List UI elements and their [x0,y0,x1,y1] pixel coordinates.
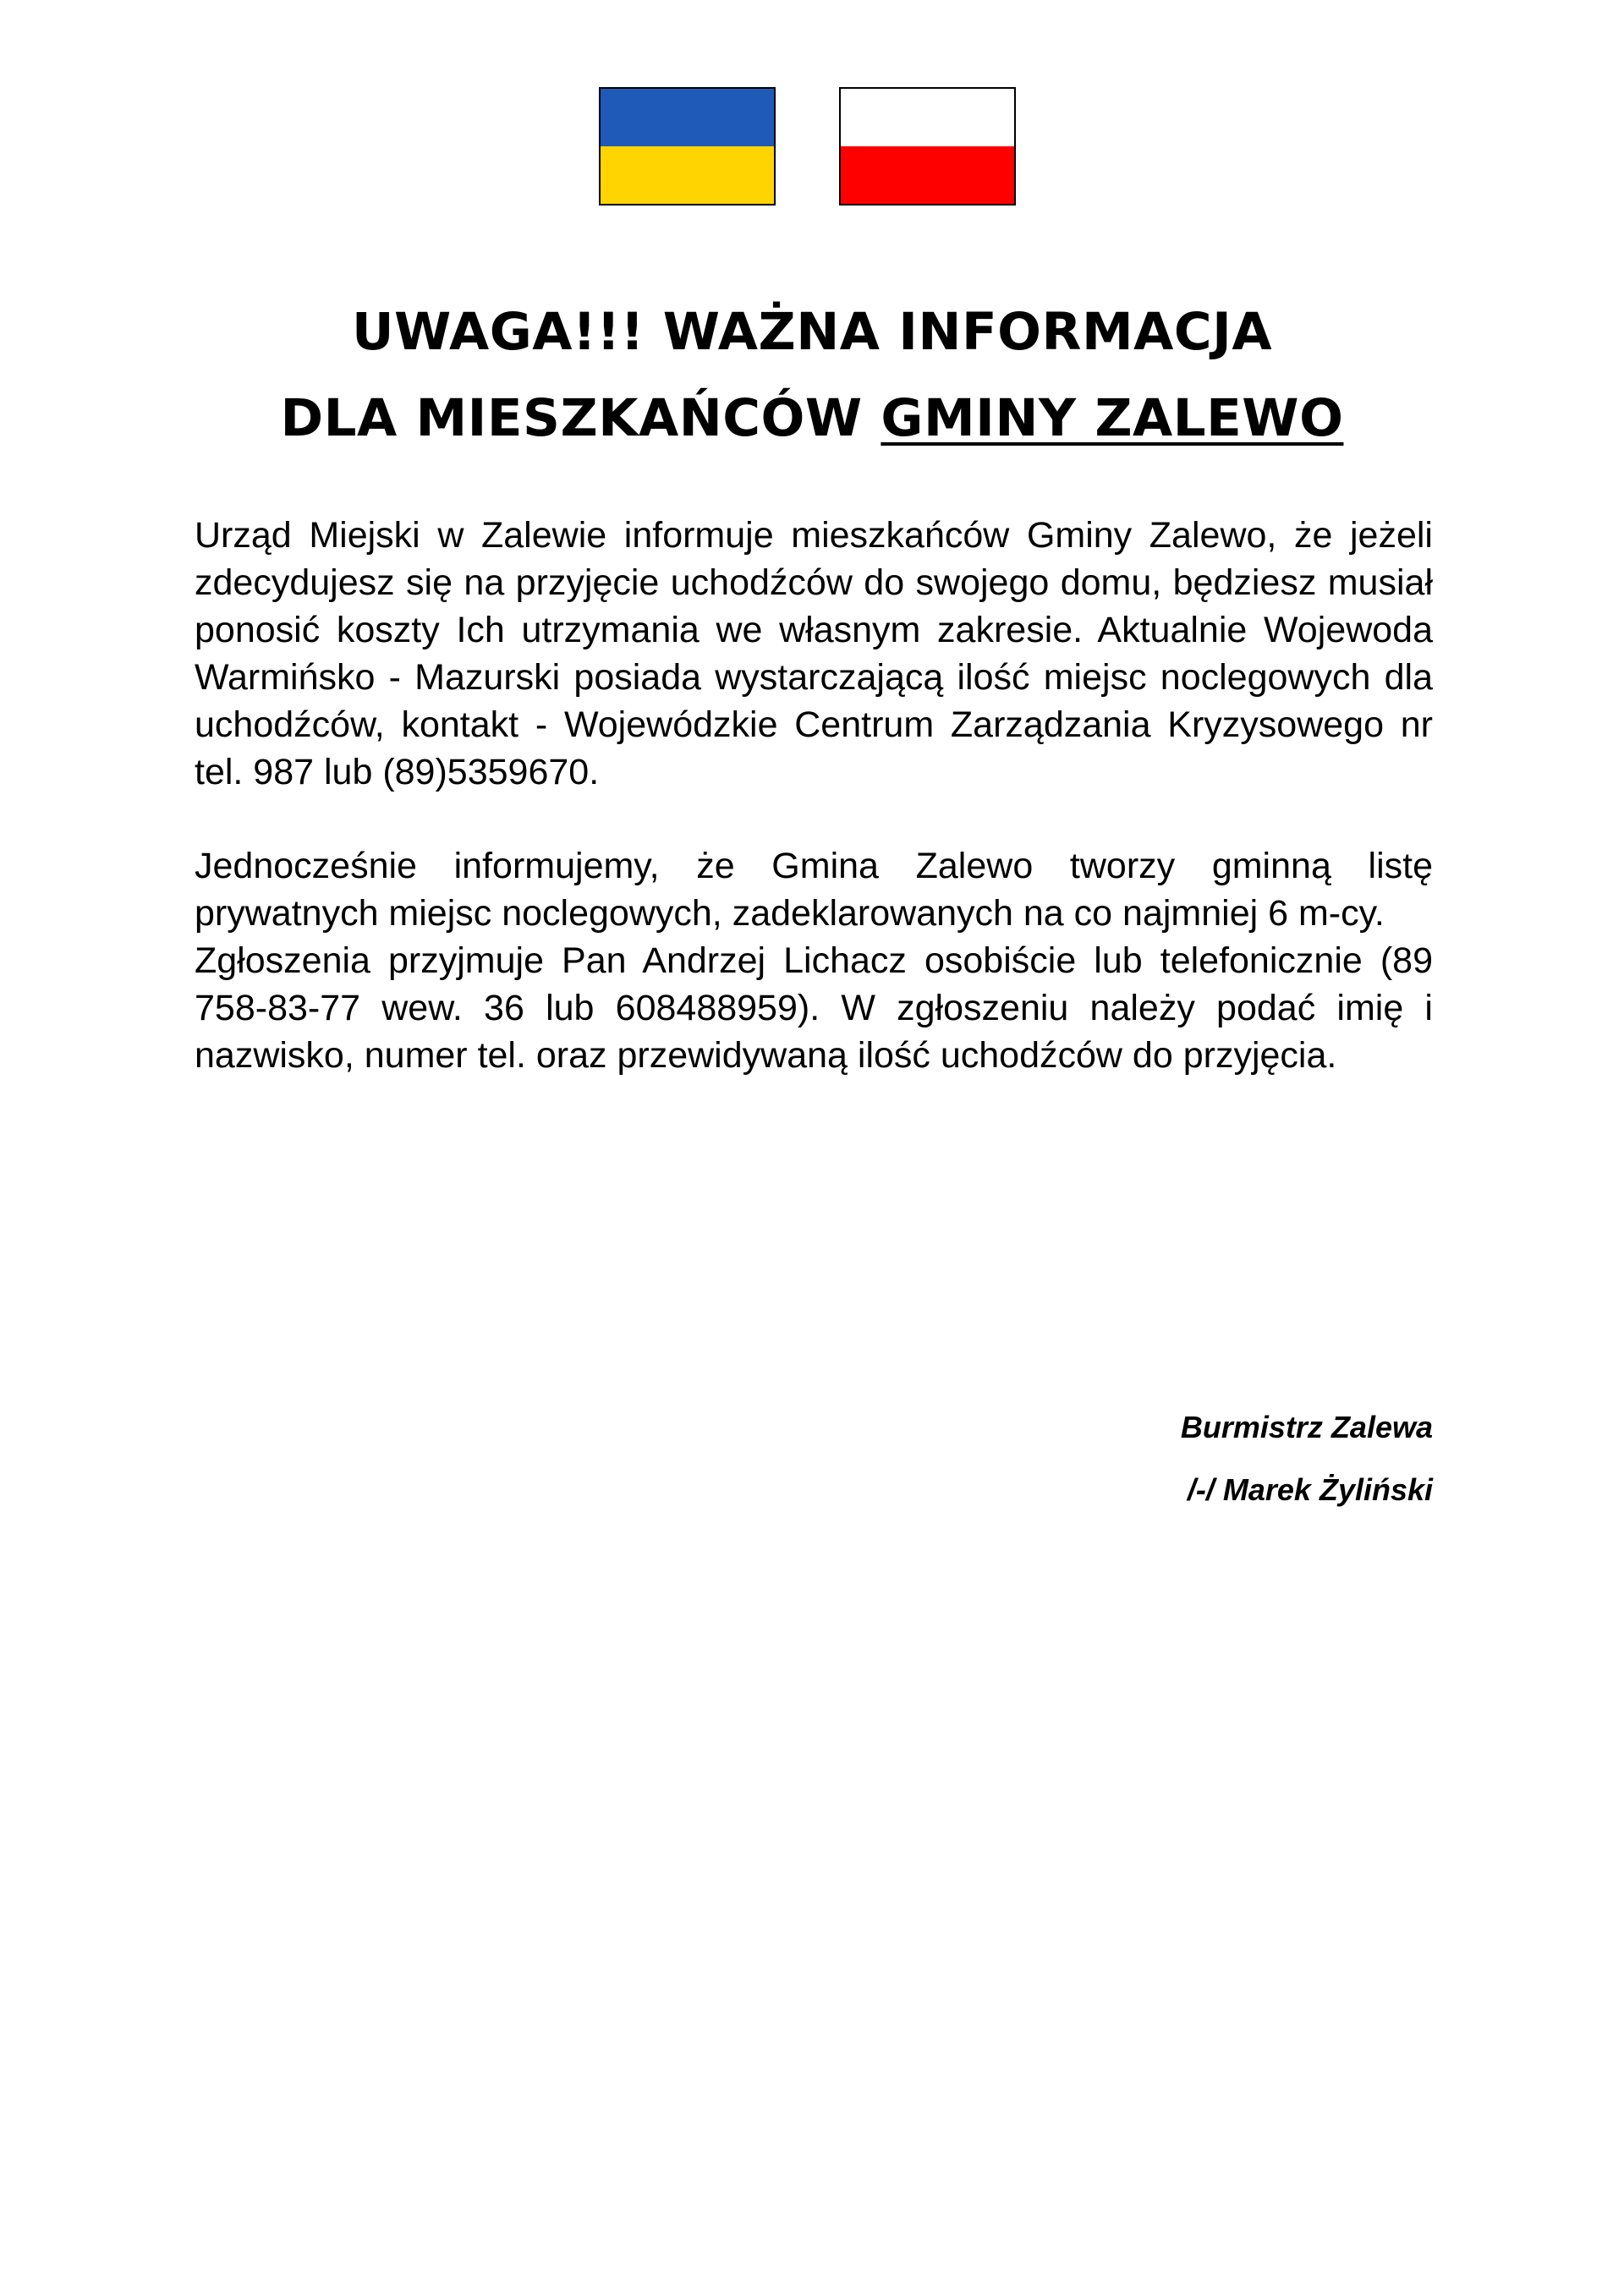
paragraph-2-text: Jednocześnie informujemy, że Gmina Zalewo tworzy gminną listę prywatnych miejsc noclegowych, zadeklarowanych na co najmniej 6 m-cy. [195,846,1433,934]
flags-row [0,87,1624,207]
notice-paragraph-group-2 [195,842,1433,1079]
signature-title: Burmistrz Zalewa [1180,1410,1433,1444]
ukraine-flag-blue-stripe [601,89,774,146]
title-underlined-municipality: GMINY ZALEWO [881,388,1344,448]
page-title [0,289,1624,462]
notice-paragraph-1 [195,512,1433,796]
signature-name: /-/ Marek Żyliński [1187,1472,1433,1507]
ukraine-flag-yellow-stripe [601,146,774,204]
ukraine-flag-icon [599,87,776,205]
poland-flag-icon [839,87,1016,205]
poland-flag-red-stripe [841,146,1014,204]
title-line-2-prefix: DLA MIESZKAŃCÓW [280,388,881,448]
title-line-1: UWAGA!!! WAŻNA INFORMACJA [351,302,1273,362]
paragraph-1-text: Urząd Miejski w Zalewie informuje mieszkańców Gminy Zalewo, że jeżeli zdecydujesz się na przyjęcie uchodźców do swojego domu, będziesz musiał ponosić koszty Ich utrzymania we własnym zakresie. Aktualnie Wojewoda Warmińsko - Mazurski posiada wystarczającą ilość miejsc noclegowych dla uchodźców, kontakt - Wojewódzkie Centrum Zarządzania Kryzysowego nr tel. 987 lub (89)5359670. [195,515,1433,792]
paragraph-3-text: Zgłoszenia przyjmuje Pan Andrzej Lichacz osobiście lub telefonicznie (89 758-83-77 wew. 36 lub 608488959). W zgłoszeniu należy podać imię i nazwisko, numer tel. oraz przewidywaną ilość uchodźców do przyjęcia. [195,940,1433,1076]
title-line-2 [0,375,1624,462]
poland-flag-white-stripe [841,89,1014,146]
